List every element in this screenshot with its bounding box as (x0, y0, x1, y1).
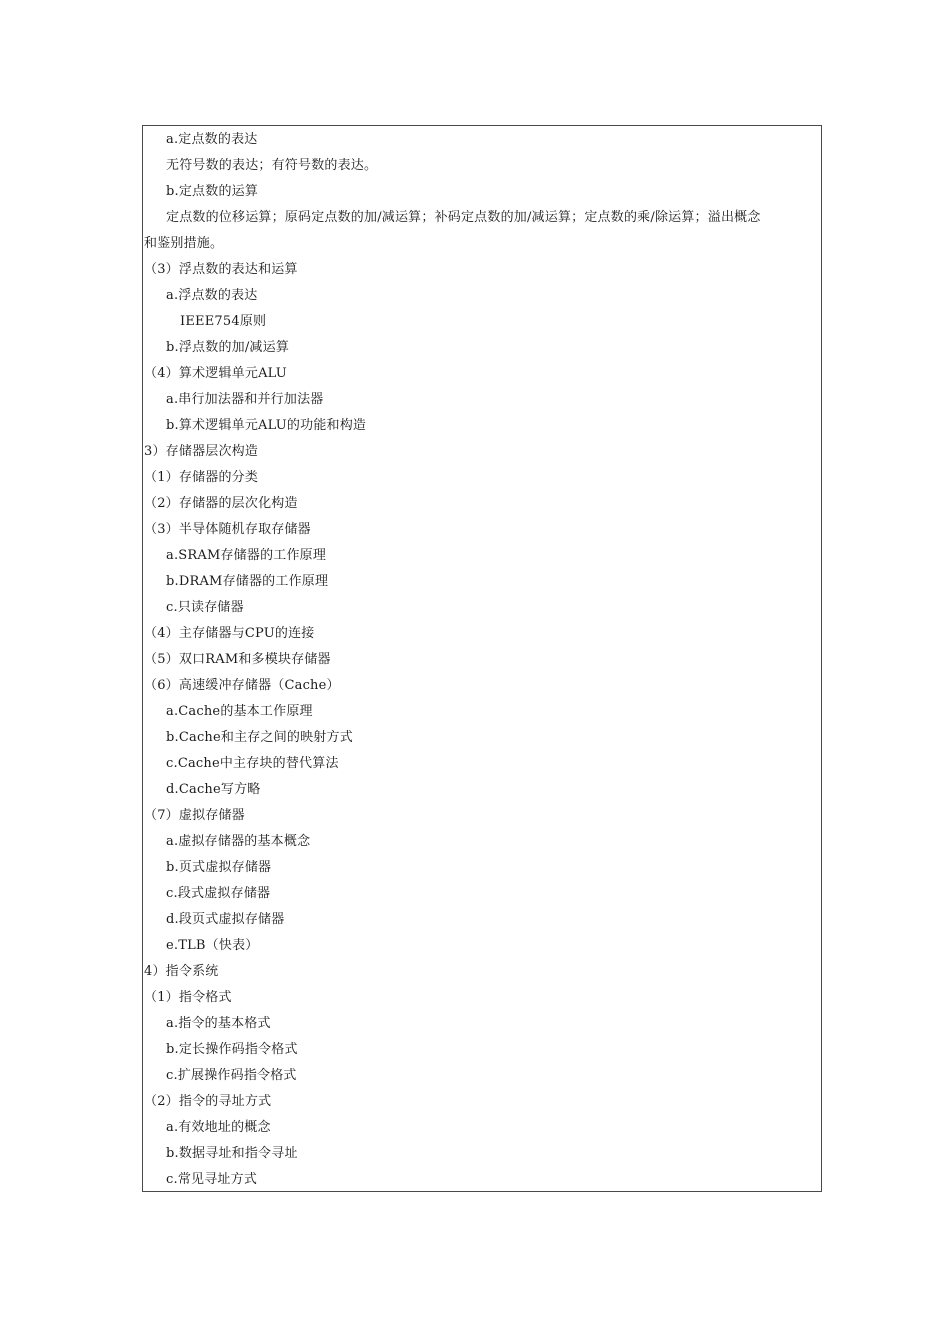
line-fixed-point-ops-detail-cont: 和鉴别措施。 (144, 236, 224, 251)
document-frame (142, 125, 822, 1192)
line-addressing-modes: （2）指令的寻址方式 (144, 1094, 272, 1109)
line-ieee754: IEEE754原则 (180, 314, 267, 329)
line-alu-function: b.算术逻辑单元ALU的功能和构造 (166, 418, 367, 433)
line-memory-hierarchy: 3）存储器层次构造 (144, 444, 259, 459)
line-extended-opcode: c.扩展操作码指令格式 (166, 1068, 297, 1083)
line-rom: c.只读存储器 (166, 600, 244, 615)
line-memory-classification: （1）存储器的分类 (144, 470, 259, 485)
line-cache-replacement: c.Cache中主存块的替代算法 (166, 756, 339, 771)
line-unsigned-signed: 无符号数的表达；有符号数的表达。 (166, 158, 378, 173)
line-fixed-point-representation: a.定点数的表达 (166, 132, 258, 147)
line-segmented-vm: c.段式虚拟存储器 (166, 886, 271, 901)
line-cache-section: （6）高速缓冲存储器（Cache） (144, 678, 340, 693)
line-fixed-point-ops-detail: 定点数的位移运算；原码定点数的加/减运算；补码定点数的加/减运算；定点数的乘/除运算；溢出概念 (166, 210, 761, 225)
line-float-section: （3）浮点数的表达和运算 (144, 262, 298, 277)
line-main-memory-cpu: （4）主存储器与CPU的连接 (144, 626, 315, 641)
line-common-addressing: c.常见寻址方式 (166, 1172, 258, 1187)
line-cache-write-policy: d.Cache写方略 (166, 782, 261, 797)
line-segment-paged-vm: d.段页式虚拟存储器 (166, 912, 285, 927)
line-sram: a.SRAM存储器的工作原理 (166, 548, 327, 563)
line-effective-address: a.有效地址的概念 (166, 1120, 271, 1135)
line-dual-port-ram: （5）双口RAM和多模块存储器 (144, 652, 331, 667)
line-fixed-point-operations: b.定点数的运算 (166, 184, 259, 199)
line-virtual-memory: （7）虚拟存储器 (144, 808, 245, 823)
line-cache-mapping: b.Cache和主存之间的映射方式 (166, 730, 353, 745)
line-basic-format: a.指令的基本格式 (166, 1016, 271, 1031)
line-adders: a.串行加法器和并行加法器 (166, 392, 324, 407)
line-cache-principle: a.Cache的基本工作原理 (166, 704, 313, 719)
line-instruction-format: （1）指令格式 (144, 990, 232, 1005)
line-alu-section: （4）算术逻辑单元ALU (144, 366, 287, 381)
line-tlb: e.TLB（快表） (166, 938, 259, 953)
line-memory-levels: （2）存储器的层次化构造 (144, 496, 298, 511)
line-semiconductor-ram: （3）半导体随机存取存储器 (144, 522, 311, 537)
line-instruction-system: 4）指令系统 (144, 964, 219, 979)
line-data-instruction-addressing: b.数据寻址和指令寻址 (166, 1146, 298, 1161)
line-paged-vm: b.页式虚拟存储器 (166, 860, 272, 875)
line-float-add-sub: b.浮点数的加/减运算 (166, 340, 290, 355)
line-float-representation: a.浮点数的表达 (166, 288, 258, 303)
line-vm-concepts: a.虚拟存储器的基本概念 (166, 834, 311, 849)
line-dram: b.DRAM存储器的工作原理 (166, 574, 329, 589)
line-fixed-opcode: b.定长操作码指令格式 (166, 1042, 298, 1057)
